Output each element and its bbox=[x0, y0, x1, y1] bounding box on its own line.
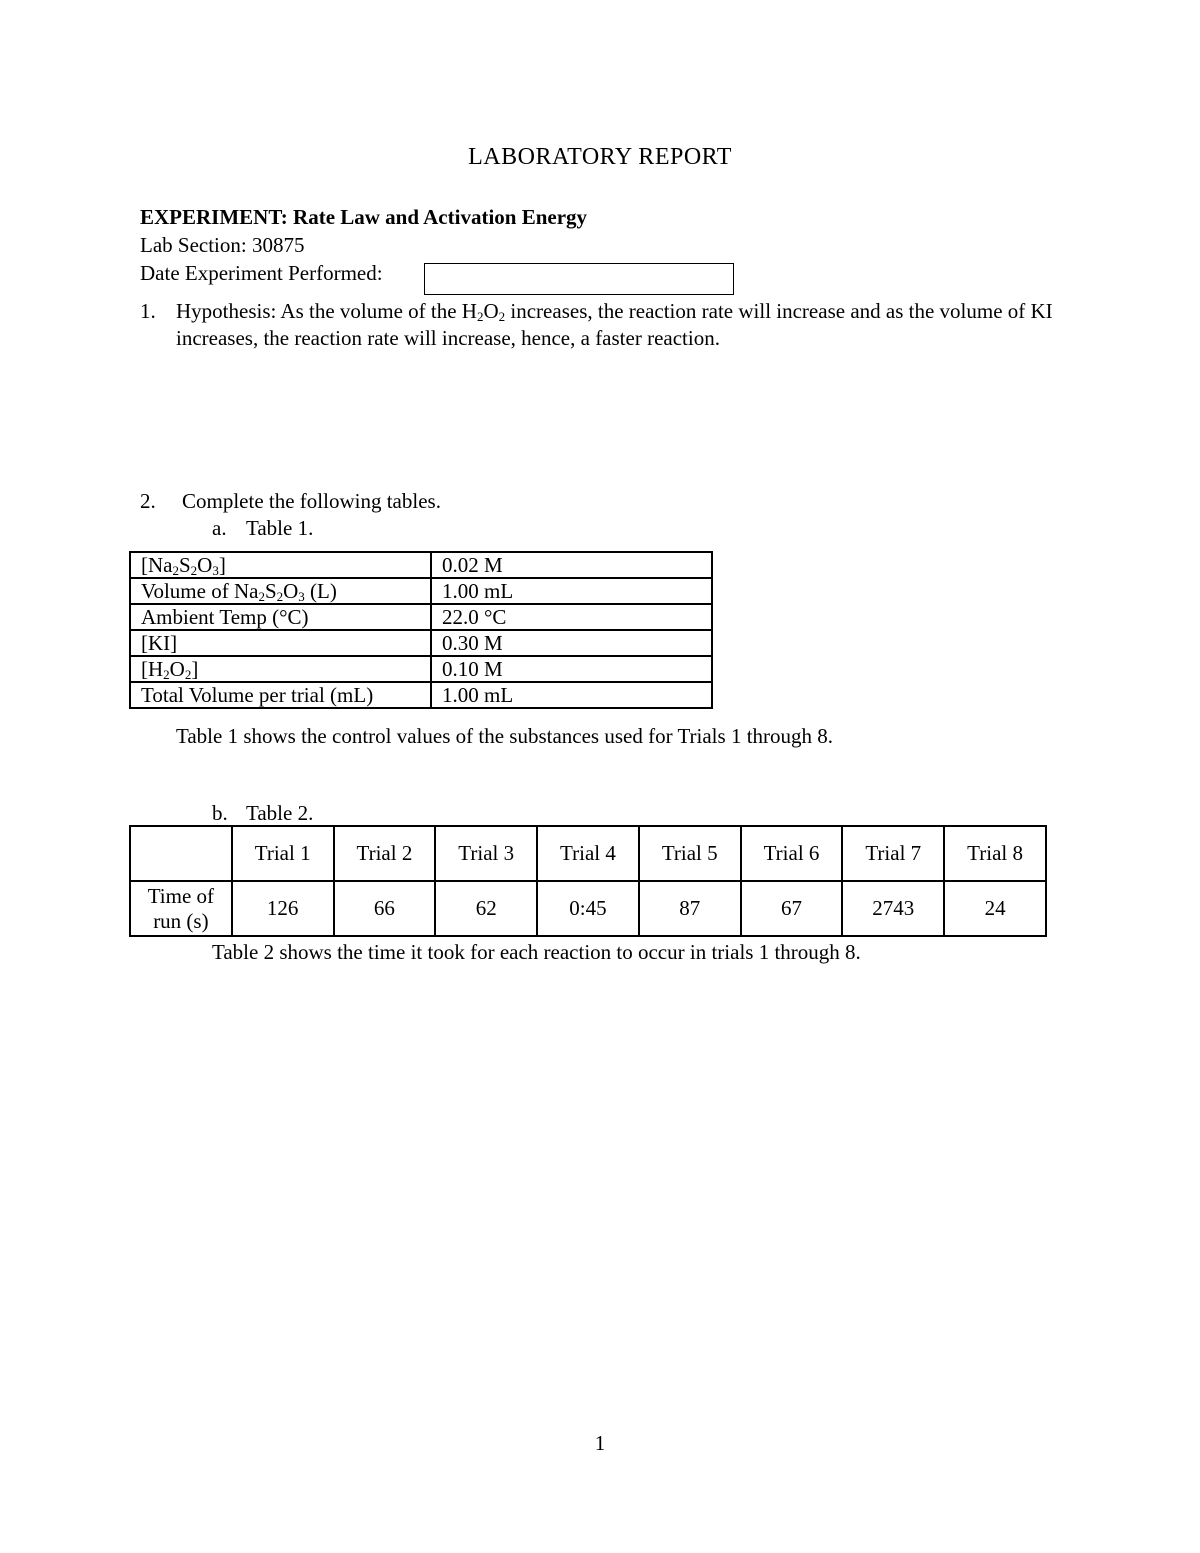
table-2-value-cell: 2743 bbox=[842, 881, 944, 936]
label-text: (L) bbox=[304, 579, 337, 603]
table-2-value-cell: 0:45 bbox=[537, 881, 639, 936]
date-field[interactable] bbox=[424, 263, 734, 295]
table-2-value-cell: 87 bbox=[639, 881, 741, 936]
table-2-header-row bbox=[130, 826, 1046, 881]
table-2-caption: Table 2 shows the time it took for each reaction to occur in trials 1 through 8. bbox=[212, 940, 861, 964]
table-1-label-cell bbox=[130, 604, 431, 630]
table-2-value-cell: 67 bbox=[741, 881, 843, 936]
table-2-header-cell: Trial 3 bbox=[435, 826, 537, 881]
subscript: 2 bbox=[172, 563, 179, 578]
label-text: Total Volume per trial (mL) bbox=[141, 683, 374, 707]
table-1-label-cell bbox=[130, 682, 431, 708]
table-2-corner-cell bbox=[130, 826, 232, 881]
table-1-row bbox=[130, 656, 712, 682]
date-label: Date Experiment Performed: bbox=[140, 261, 383, 285]
subscript: 2 bbox=[190, 563, 198, 578]
hypothesis-part-b: O bbox=[483, 299, 499, 323]
table-1-value-cell: 22.0 °C bbox=[431, 604, 712, 630]
label-text: [H bbox=[141, 657, 164, 681]
label-text: O bbox=[197, 553, 213, 577]
table-2-value-cell: 66 bbox=[334, 881, 436, 936]
subscript: 3 bbox=[212, 563, 219, 578]
table-2-value-cell: 126 bbox=[232, 881, 334, 936]
q2b-label: b. bbox=[212, 801, 228, 825]
table-1-value-cell: 1.00 mL bbox=[431, 682, 712, 708]
table-1-row bbox=[130, 604, 712, 630]
row-label-line1: Time of bbox=[147, 883, 215, 908]
hypothesis-part-a: Hypothesis: As the volume of the H bbox=[176, 299, 477, 323]
table-1-label-cell bbox=[130, 552, 431, 578]
q2-number: 2. bbox=[140, 489, 156, 513]
table-2-header-cell: Trial 8 bbox=[944, 826, 1046, 881]
label-text: [Na bbox=[141, 553, 173, 577]
table-1 bbox=[129, 551, 713, 709]
label-text: ] bbox=[191, 657, 199, 681]
table-2-header-cell: Trial 7 bbox=[842, 826, 944, 881]
table-2-header-cell: Trial 2 bbox=[334, 826, 436, 881]
label-text: ] bbox=[218, 553, 226, 577]
label-text: O bbox=[169, 657, 185, 681]
table-2-header-cell: Trial 6 bbox=[741, 826, 843, 881]
label-text: S bbox=[264, 579, 277, 603]
table-1-caption: Table 1 shows the control values of the substances used for Trials 1 through 8. bbox=[176, 724, 834, 748]
table-2-data-row bbox=[130, 881, 1046, 936]
table-1-row bbox=[130, 682, 712, 708]
label-text: [KI] bbox=[141, 631, 178, 655]
table-1-value-cell: 1.00 mL bbox=[431, 578, 712, 604]
label-text: Volume of Na bbox=[141, 579, 259, 603]
row-label-line2: run (s) bbox=[153, 908, 209, 933]
label-text: O bbox=[283, 579, 299, 603]
table-2-header-cell: Trial 1 bbox=[232, 826, 334, 881]
table-1-value-cell: 0.02 M bbox=[431, 552, 712, 578]
subscript: 2 bbox=[184, 667, 192, 682]
table-2-value-cell: 62 bbox=[435, 881, 537, 936]
table-2-header-cell: Trial 5 bbox=[639, 826, 741, 881]
lab-section: Lab Section: 30875 bbox=[140, 233, 305, 257]
label-text: Ambient Temp (°C) bbox=[141, 605, 309, 629]
table-2-value-cell: 24 bbox=[944, 881, 1046, 936]
label-text: S bbox=[178, 553, 191, 577]
subscript: 3 bbox=[298, 589, 305, 604]
hypothesis-sub-a: 2 bbox=[476, 309, 484, 324]
q2a-text: Table 1. bbox=[246, 516, 314, 540]
hypothesis-part-c: increases, the reaction rate will increase and as the volume of KI increases, the reaction rate will increase, hence, a faster reaction. bbox=[176, 299, 1053, 350]
q2a-label: a. bbox=[212, 516, 227, 540]
table-1-label-cell bbox=[130, 630, 431, 656]
table-2-header-cell: Trial 4 bbox=[537, 826, 639, 881]
experiment-heading: EXPERIMENT: Rate Law and Activation Energy bbox=[140, 205, 588, 229]
table-2 bbox=[129, 825, 1047, 937]
subscript: 2 bbox=[163, 667, 170, 682]
table-1-row bbox=[130, 630, 712, 656]
hypothesis-text bbox=[176, 298, 1056, 352]
subscript: 2 bbox=[276, 589, 284, 604]
table-1-label-cell bbox=[130, 578, 431, 604]
subscript: 2 bbox=[258, 589, 265, 604]
table-1-label-cell bbox=[130, 656, 431, 682]
table-1-value-cell: 0.10 M bbox=[431, 656, 712, 682]
hypothesis-sub-b: 2 bbox=[498, 309, 506, 324]
q2-text: Complete the following tables. bbox=[182, 489, 441, 513]
table-2-row-label bbox=[130, 881, 232, 936]
table-1-row bbox=[130, 552, 712, 578]
q2b-text: Table 2. bbox=[246, 801, 314, 825]
page-number: 1 bbox=[594, 1431, 606, 1455]
q1-number: 1. bbox=[140, 299, 156, 323]
table-1-value-cell: 0.30 M bbox=[431, 630, 712, 656]
table-1-row bbox=[130, 578, 712, 604]
report-title: LABORATORY REPORT bbox=[468, 144, 732, 170]
